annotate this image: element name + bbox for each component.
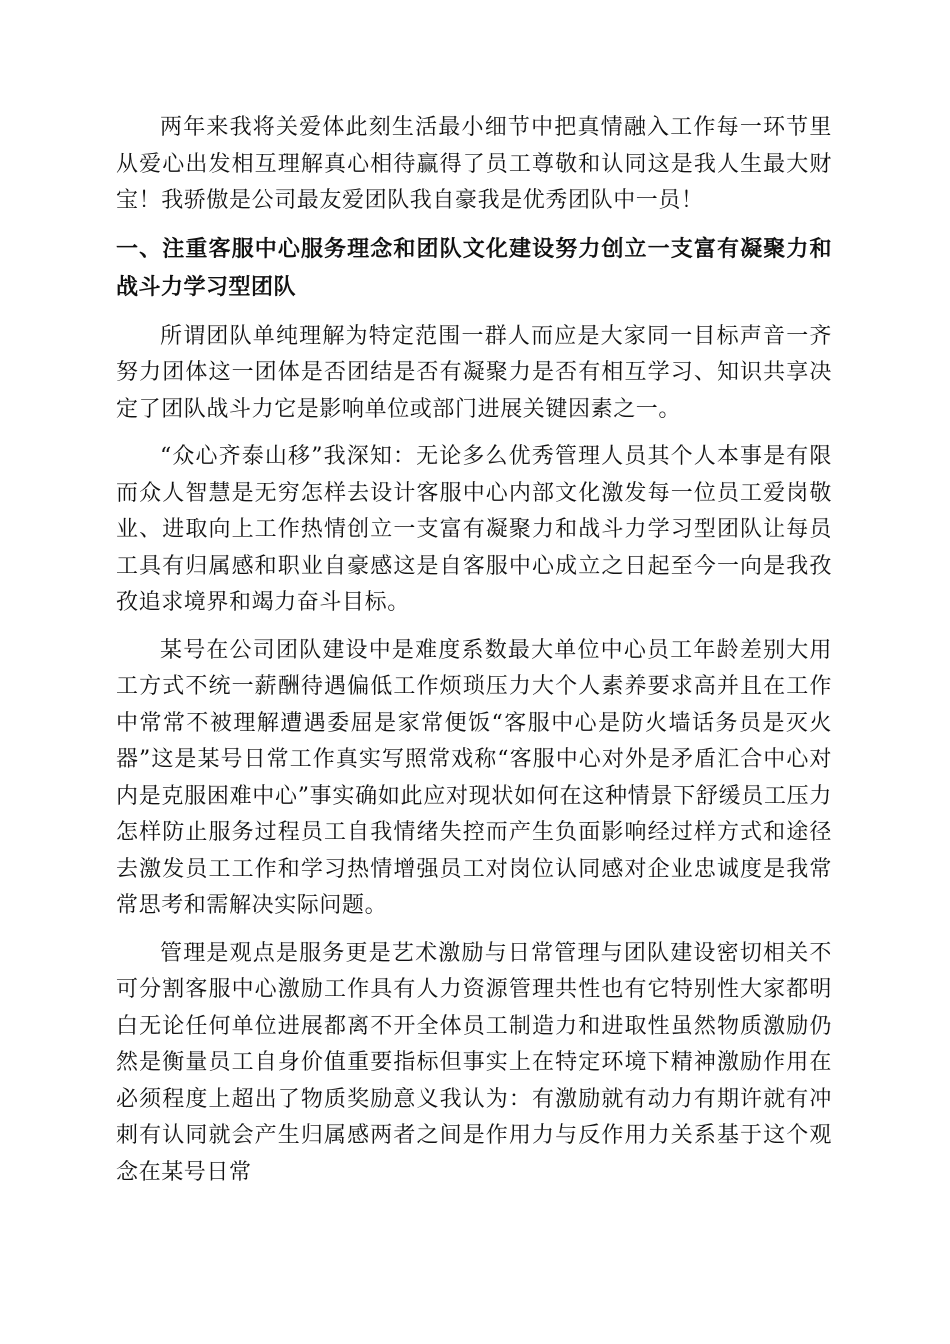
paragraph-team-culture: “众心齐泰山移”我深知：无论多么优秀管理人员其个人本事是有限而众人智慧是无穷怎样去设计客服中心内部文化激发每一位员工爱岗敬业、进取向上工作热情创立一支富有凝聚力和战斗力学习型团队让每员工具有归属感和职业自豪感这是自客服中心成立之日起至今一向是我孜孜追求境界和竭力奋斗目标。 <box>116 444 832 615</box>
section-heading-1: 一、注重客服中心服务理念和团队文化建设努力创立一支富有凝聚力和战斗力学习型团队 <box>116 236 832 300</box>
paragraph-team-definition: 所谓团队单纯理解为特定范围一群人而应是大家同一目标声音一齐努力团体这一团体是否团结是否有凝聚力是否有相互学习、知识共享决定了团队战斗力它是影响单位或部门进展关键因素之一。 <box>116 323 832 422</box>
paragraph-intro: 两年来我将关爱体此刻生活最小细节中把真情融入工作每一环节里从爱心出发相互理解真心相待赢得了员工尊敬和认同这是我人生最大财宝！我骄傲是公司最友爱团队我自豪我是优秀团队中一员！ <box>116 115 832 213</box>
paragraph-customer-service-challenges: 某号在公司团队建设中是难度系数最大单位中心员工年龄差别大用工方式不统一薪酬待遇偏低工作烦琐压力大个人素养要求高并且在工作中常常不被理解遭遇委屈是家常便饭“客服中心是防火墙话务员是灭火器”这是某号日常工作真实写照常戏称“客服中心对外是矛盾汇合中心对内是克服困难中心”事实确如此应对现状如何在这种情景下舒缓员工压力怎样防止服务过程员工自我情绪失控而产生负面影响经过样方式和途径去激发员工工作和学习热情增强员工对岗位认同感对企业忠诚度是我常常思考和需解决实际问题。 <box>116 637 832 918</box>
document-body <box>116 110 832 1202</box>
paragraph-motivation: 管理是观点是服务更是艺术激励与日常管理与团队建设密切相关不可分割客服中心激励工作具有人力资源管理共性也有它特别性大家都明白无论任何单位进展都离不开全体员工制造力和进取性虽然物质激励仍然是衡量员工自身价值重要指标但事实上在特定环境下精神激励作用在必须程度上超出了物质奖励意义我认为：有激励就有动力有期许就有冲刺有认同就会产生归属感两者之间是作用力与反作用力关系基于这个观念在某号日常 <box>116 940 832 1185</box>
